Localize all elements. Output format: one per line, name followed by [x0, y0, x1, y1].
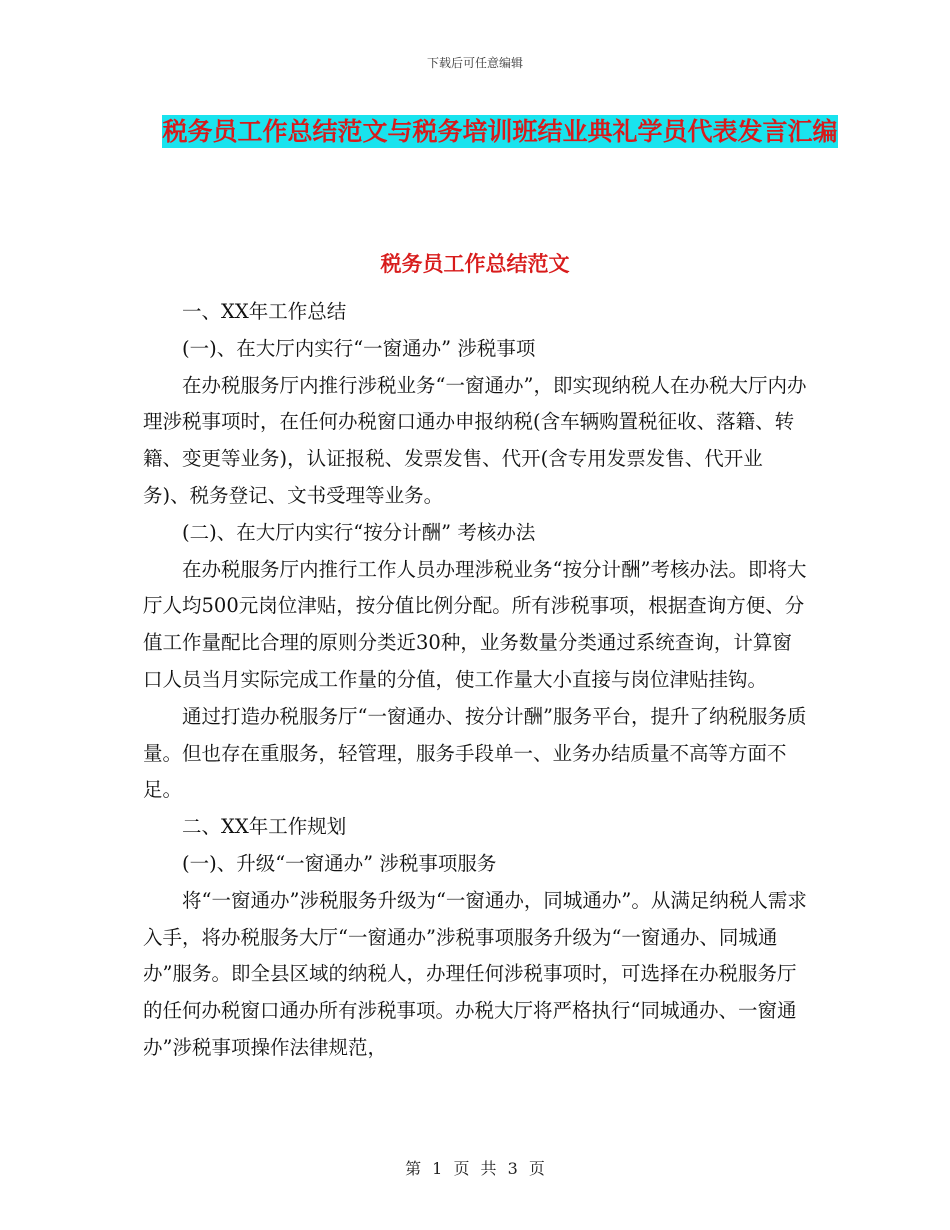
page-footer: 第 1 页 共 3 页 — [405, 1159, 545, 1178]
document-title-text: 税务员工作总结范文与税务培训班结业典礼学员代表发言汇编 — [162, 117, 838, 146]
section-heading: 税务员工作总结范文 — [380, 252, 570, 276]
document-title — [160, 108, 840, 156]
paragraph: (一)、升级“一窗通办” 涉税事项服务 — [182, 851, 497, 875]
paragraph: 将“一窗通办”涉税服务升级为“一窗通办，同城通办”。从满足纳税人需求入手，将办税服务大厅“一窗通办”涉税事项服务升级为“一窗通办、同城通办”服务。即全县区域的纳税人，办理任何涉税事项时，可选择在办税服务厅的任何办税窗口通办所有涉税事项。办税大厅将严格执行“同城通办、一窗通办”涉税事项操作法律规范， — [143, 888, 807, 1059]
paragraph: 一、XX年工作总结 — [182, 300, 347, 323]
paragraph: (二)、在大厅内实行“按分计酬” 考核办法 — [182, 520, 536, 544]
paragraph: (一)、在大厅内实行“一窗通办” 涉税事项 — [182, 336, 536, 360]
document-body — [143, 294, 807, 1067]
paragraph: 通过打造办税服务厅“一窗通办、按分计酬”服务平台，提升了纳税服务质量。但也存在重服务，轻管理，服务手段单一、业务办结质量不高等方面不足。 — [143, 704, 807, 802]
header-note: 下载后可任意编辑 — [426, 56, 523, 70]
paragraph: 在办税服务厅内推行涉税业务“一窗通办”，即实现纳税人在办税大厅内办理涉税事项时，在任何办税窗口通办申报纳税(含车辆购置税征收、落籍、转籍、变更等业务)，认证报税、发票发售、代开(含专用发票发售、代开业务)、税务登记、文书受理等业务。 — [143, 373, 807, 507]
paragraph: 在办税服务厅内推行工作人员办理涉税业务“按分计酬”考核办法。即将大厅人均500元岗位津贴，按分值比例分配。所有涉税事项，根据查询方便、分值工作量配比合理的原则分类近30种，业务数量分类通过系统查询，计算窗口人员当月实际完成工作量的分值，使工作量大小直接与岗位津贴挂钩。 — [143, 557, 807, 691]
paragraph: 二、XX年工作规划 — [182, 815, 347, 839]
